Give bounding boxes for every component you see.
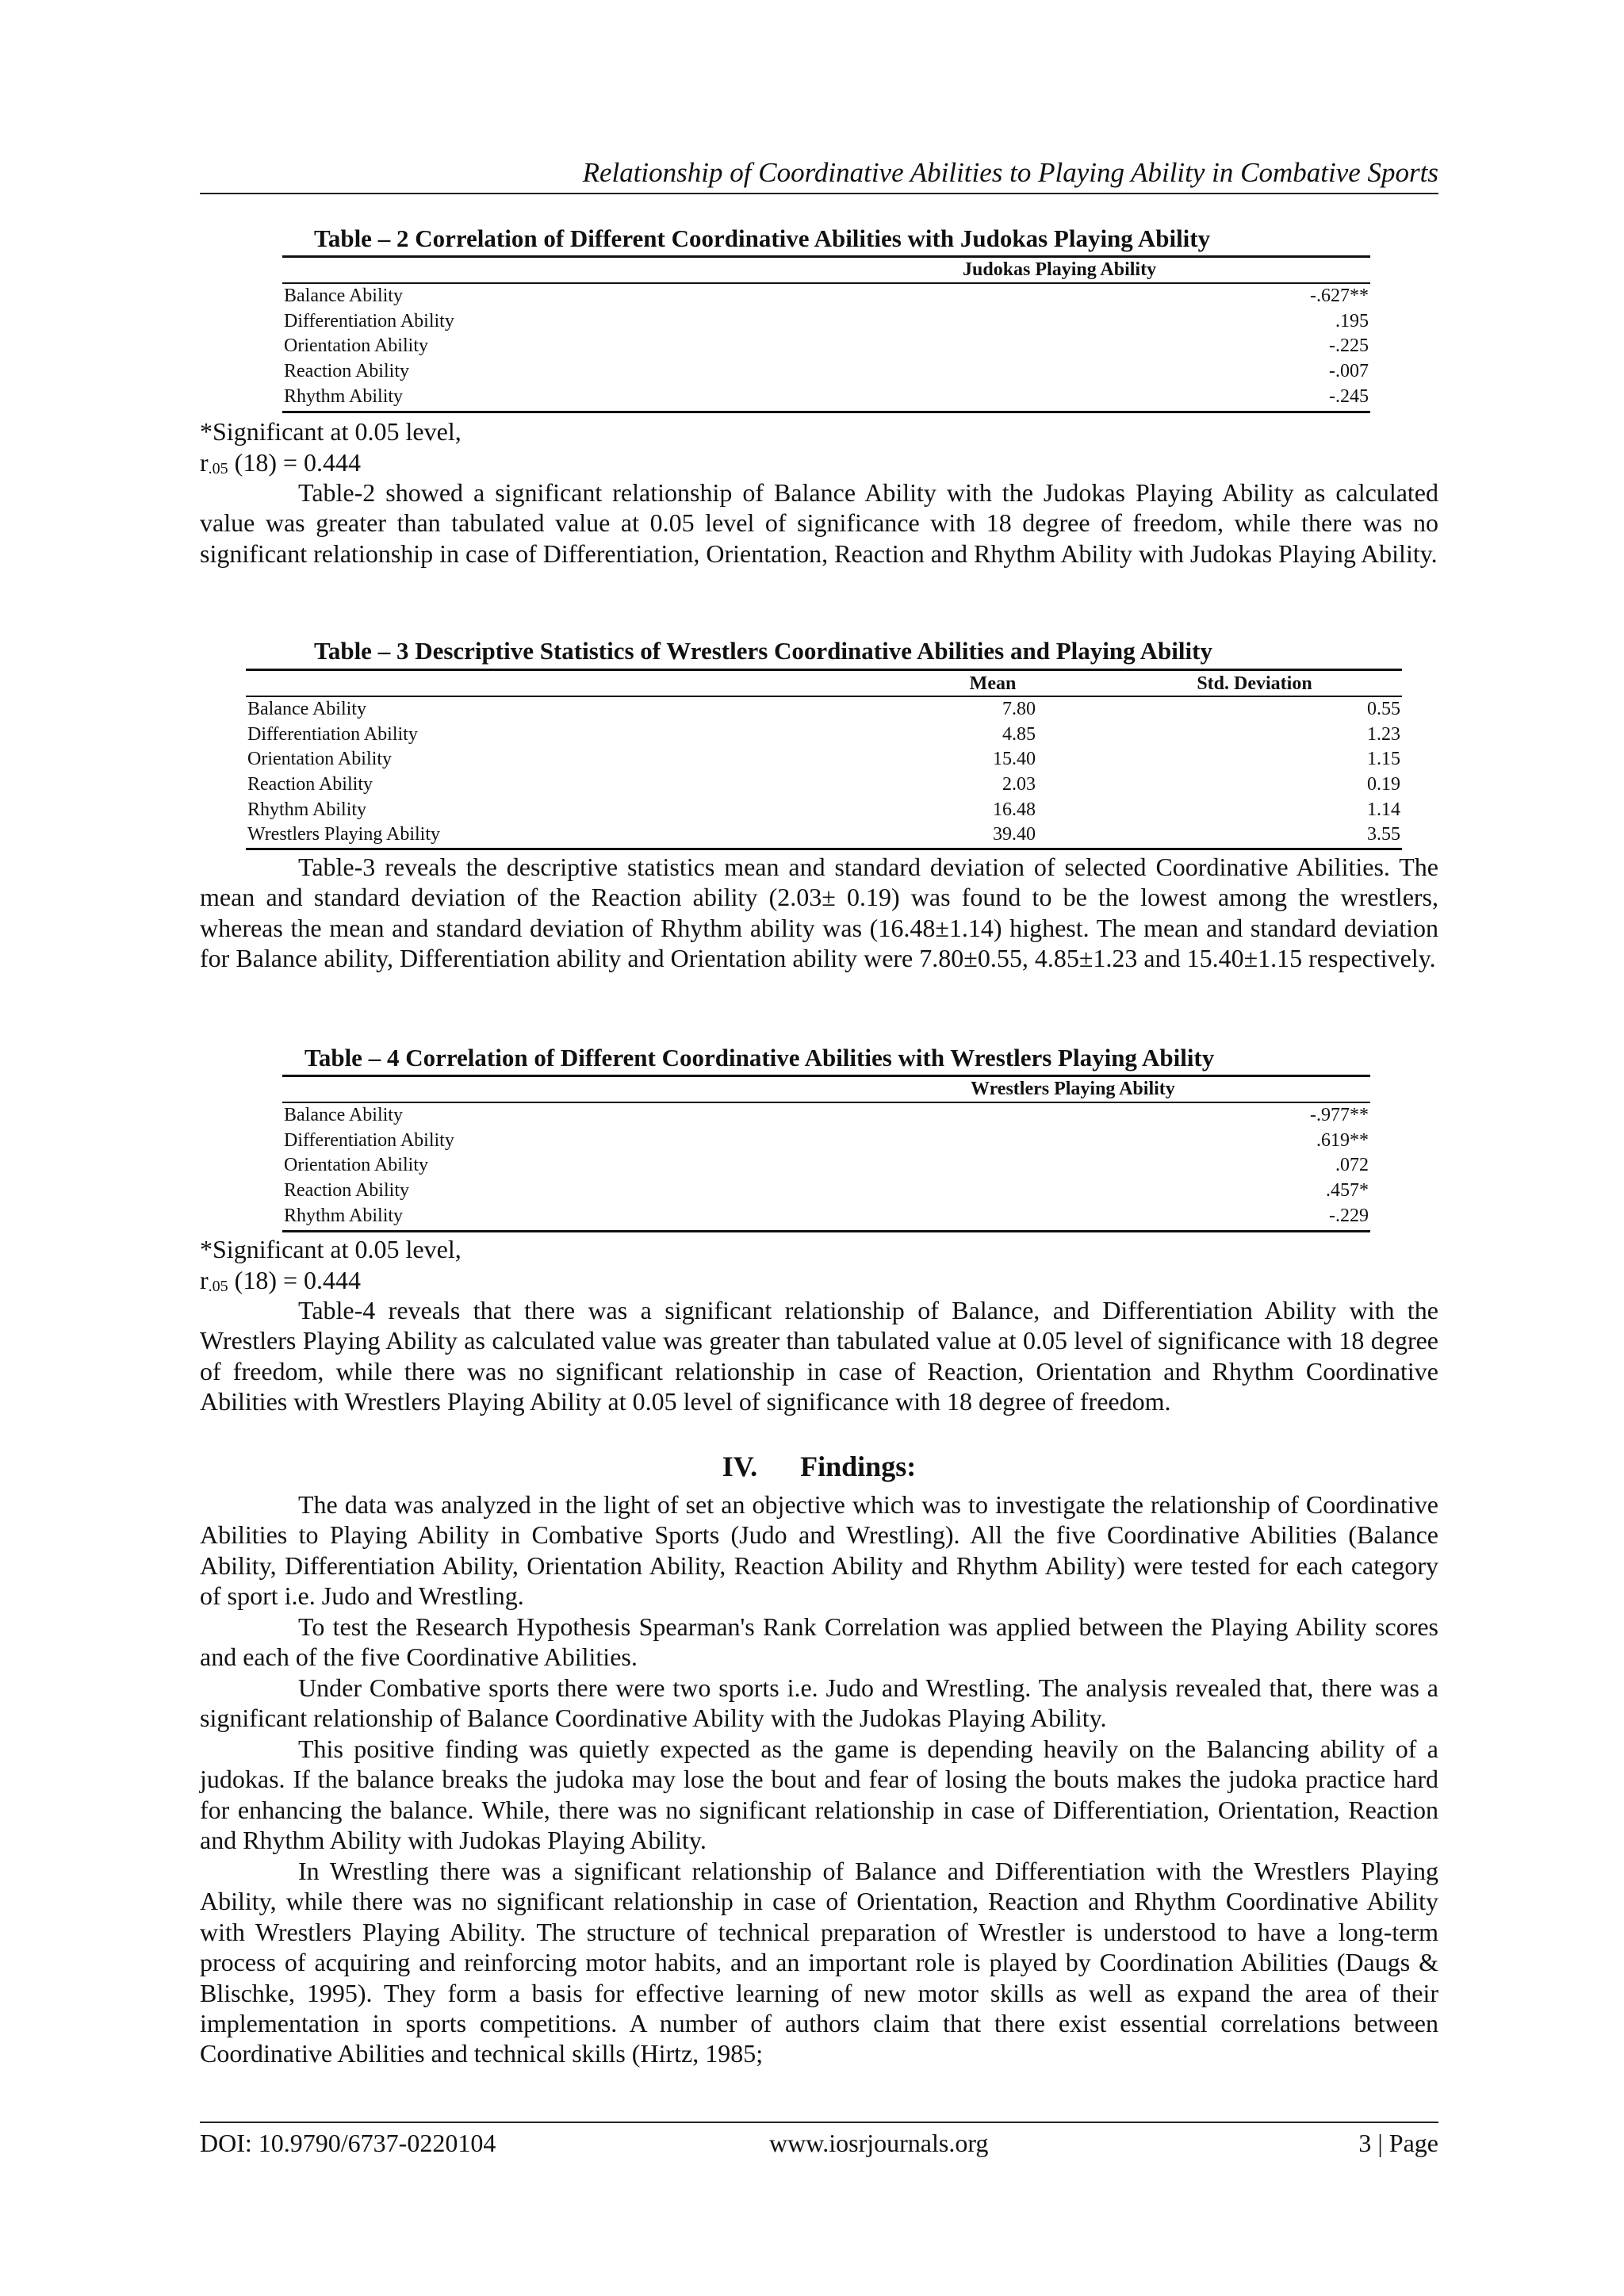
table4-discussion: Table-4 reveals that there was a significant relationship of Balance, and Differentiation Ability with the Wrestlers Playing Ability as calculated value was greater than tabulated value at 0.05 level of significance with 18 degree of freedom, while there was no significant relationship in case of Reaction, Orientation and Rhythm Coordinative Abilities with Wrestlers Playing Ability at 0.05 level of significance with 18 degree of freedom. [200,1296,1438,1416]
significance-note: *Significant at 0.05 level, [200,1235,462,1263]
row-value: -.225 [1329,335,1369,356]
table-row [247,697,1400,722]
table-row [284,1103,1369,1128]
row-label: Rhythm Ability [284,1205,404,1226]
critical-value-note: $r_{.05}$ (18) = 0.444 [200,448,362,477]
footer-rule [200,2122,1438,2123]
row-label: Balance Ability [284,286,403,306]
row-value: .072 [1335,1155,1369,1175]
table-row [284,284,1369,309]
critical-value-note: $r_{.05}$ (18) = 0.444 [200,1266,362,1295]
table-row [247,798,1400,822]
row-sd: 0.55 [1367,699,1400,719]
table-row [284,1153,1369,1178]
findings-paragraph-5: In Wrestling there was a significant relationship of Balance and Differentiation with the Wrestlers Playing Ability, while there was no significant relationship in case of Orientation, Reaction and Rhythm Coordinative Ability with Wrestlers Playing Ability. The structure of technical preparation of Wrestler is understood to have a long-term process of acquiring and reinforcing motor habits, and an important role is played by Coordination Abilities (Daugs & Blischke, 1995). They form a basis for effective learning of new motor skills as well as expand the area of their implementation in sports competitions. A number of authors claim that there exist essential correlations between Coordinative Abilities and technical skills (Hirtz, 1985; [200,1857,1438,2068]
row-label: Rhythm Ability [247,799,367,820]
row-value: -.007 [1329,361,1369,381]
footer-page-number: 3 | Page [1358,2129,1438,2157]
table-row [284,334,1369,358]
row-label: Reaction Ability [284,1180,409,1201]
row-value: -.229 [1329,1205,1369,1226]
row-label: Orientation Ability [247,749,392,769]
table4-top-rule [282,1075,1370,1077]
table4-bottom-rule [282,1230,1370,1232]
row-mean: 16.48 [993,799,1036,820]
findings-paragraph-2: To test the Research Hypothesis Spearman's Rank Correlation was applied between the Playing Ability scores and each of the five Coordinative Abilities. [200,1612,1438,1672]
table-row [247,822,1400,847]
row-label: Orientation Ability [284,1155,428,1175]
row-label: Differentiation Ability [284,1130,454,1151]
row-value: -.977** [1310,1105,1369,1125]
row-value: .457* [1326,1180,1369,1201]
row-sd: 1.23 [1367,724,1400,745]
table2-column-header: Judokas Playing Ability [963,259,1157,280]
table3-header-mean: Mean [969,673,1017,694]
table4-column-header: Wrestlers Playing Ability [971,1079,1175,1099]
row-mean: 4.85 [1002,724,1036,745]
table3-discussion: Table-3 reveals the descriptive statistics mean and standard deviation of selected Coordinative Abilities. The mean and standard deviation of the Reaction ability (2.03± 0.19) was found to be the lowest among the wrestlers, whereas the mean and standard deviation of Rhythm ability was (16.48±1.14) highest. The mean and standard deviation for Balance ability, Differentiation ability and Orientation ability were 7.80±0.55, 4.85±1.23 and 15.40±1.15 respectively. [200,853,1438,973]
findings-paragraph-4: This positive finding was quietly expected as the game is depending heavily on the Balancing ability of a judokas. If the balance breaks the judoka may lose the bout and fear of losing the bouts makes the judoka practice hard for enhancing the balance. While, there was no significant relationship in case of Differentiation, Orientation, Reaction and Rhythm Ability with Judokas Playing Ability. [200,1734,1438,1855]
row-label: Orientation Ability [284,335,428,356]
row-sd: 3.55 [1367,824,1400,845]
row-sd: 1.14 [1367,799,1400,820]
row-label: Differentiation Ability [247,724,418,745]
row-label: Differentiation Ability [284,311,454,332]
row-value: .195 [1335,311,1369,332]
table-row [284,359,1369,384]
table2-title: Table – 2 Correlation of Different Coordinative Abilities with Judokas Playing Ability [314,224,1211,252]
header-rule [200,193,1438,194]
table-row [284,1204,1369,1228]
table-row [247,723,1400,747]
row-label: Balance Ability [284,1105,403,1125]
table3-header-sd: Std. Deviation [1197,673,1312,694]
footer-doi: DOI: 10.9790/6737-0220104 [200,2129,496,2157]
table3-bottom-rule [246,848,1402,850]
running-head: Relationship of Coordinative Abilities to Playing Ability in Combative Sports [582,157,1438,188]
row-sd: 1.15 [1367,749,1400,769]
table4-title: Table – 4 Correlation of Different Coordinative Abilities with Wrestlers Playing Ability [304,1044,1215,1071]
table2-bottom-rule [282,411,1370,413]
row-label: Reaction Ability [284,361,409,381]
row-label: Wrestlers Playing Ability [247,824,441,845]
table-row [284,1179,1369,1203]
row-label: Balance Ability [247,699,366,719]
row-sd: 0.19 [1367,774,1400,795]
row-mean: 2.03 [1002,774,1036,795]
table-row [284,309,1369,334]
footer-website[interactable]: www.iosrjournals.org [769,2129,989,2157]
row-mean: 15.40 [993,749,1036,769]
table-row [284,385,1369,409]
table-row [247,772,1400,797]
table2-discussion: Table-2 showed a significant relationship of Balance Ability with the Judokas Playing Ability as calculated value was greater than tabulated value at 0.05 level of significance with 18 degree of freedom, while there was no significant relationship in case of Differentiation, Orientation, Reaction and Rhythm Ability with Judokas Playing Ability. [200,478,1438,568]
table3-title: Table – 3 Descriptive Statistics of Wrestlers Coordinative Abilities and Playing Ability [314,637,1212,665]
table-row [284,1129,1369,1153]
row-label: Rhythm Ability [284,386,404,407]
row-value: -.627** [1310,286,1369,306]
table-row [247,747,1400,772]
findings-paragraph-3: Under Combative sports there were two sports i.e. Judo and Wrestling. The analysis revealed that, there was a significant relationship of Balance Coordinative Ability with the Judokas Playing Ability. [200,1673,1438,1733]
findings-paragraph-1: The data was analyzed in the light of set an objective which was to investigate the relationship of Coordinative Abilities to Playing Ability in Combative Sports (Judo and Wrestling). All the five Coordinative Abilities (Balance Ability, Differentiation Ability, Orientation Ability, Reaction Ability and Rhythm Ability) were tested for each category of sport i.e. Judo and Wrestling. [200,1490,1438,1611]
significance-note: *Significant at 0.05 level, [200,417,462,446]
row-value: .619** [1316,1130,1369,1151]
row-value: -.245 [1329,386,1369,407]
row-mean: 7.80 [1002,699,1036,719]
row-label: Reaction Ability [247,774,373,795]
row-mean: 39.40 [993,824,1036,845]
section-heading-findings: IV. Findings: [722,1451,917,1482]
table3-top-rule [246,669,1402,671]
table2-top-rule [282,255,1370,258]
